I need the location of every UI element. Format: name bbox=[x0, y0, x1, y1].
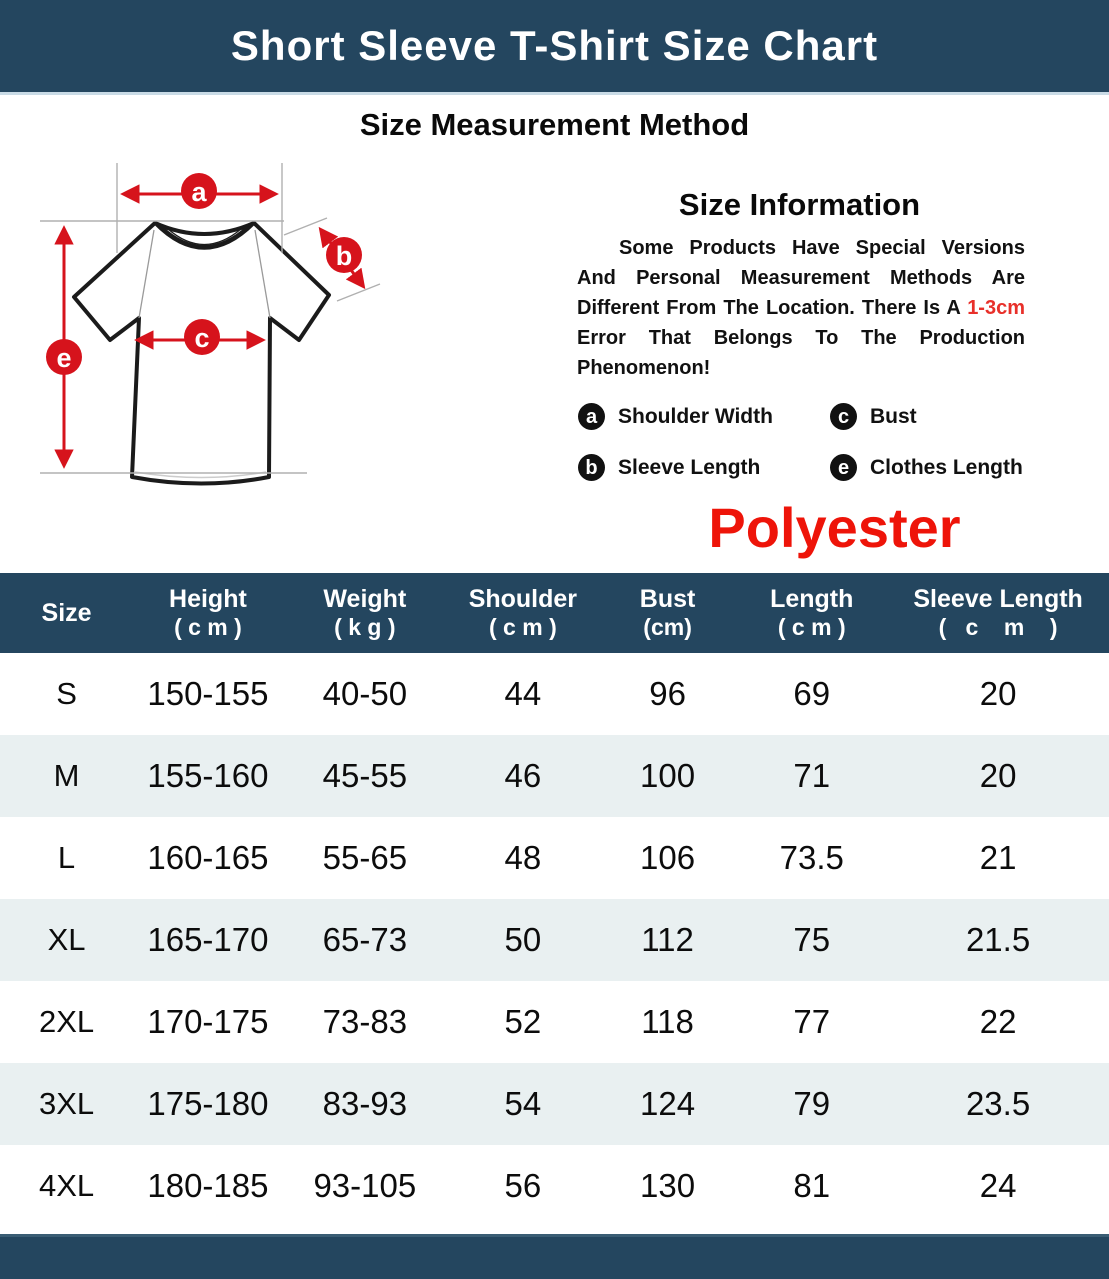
page-title: Short Sleeve T-Shirt Size Chart bbox=[230, 22, 879, 69]
cell-bust: 124 bbox=[640, 1085, 696, 1122]
col-header-sleeve-length: Sleeve Length ( c m ) bbox=[913, 584, 1083, 640]
legend-label: Shoulder Width bbox=[618, 404, 773, 428]
cell-sleeve: 20 bbox=[979, 675, 1017, 712]
legend-item-clothes-length bbox=[830, 454, 1109, 481]
info-text-before: Some Products Have Special Versions And Personal Measurement Methods Are Different From The Location. There Is A bbox=[577, 237, 1025, 319]
legend-item-bust bbox=[830, 403, 1109, 430]
cell-length: 77 bbox=[793, 1003, 831, 1040]
cell-length: 81 bbox=[793, 1167, 831, 1204]
marker-e-letter: e bbox=[56, 343, 72, 373]
cell-shoulder: 48 bbox=[504, 839, 542, 876]
info-text-highlight: 1-3cm bbox=[967, 297, 1025, 319]
title-bar bbox=[0, 0, 1109, 95]
cell-height: 180-185 bbox=[147, 1167, 269, 1204]
col-header-shoulder: Shoulder ( c m ) bbox=[468, 584, 578, 640]
tshirt-diagram-svg bbox=[22, 135, 492, 555]
cell-sleeve: 21.5 bbox=[965, 921, 1031, 958]
footer-bar bbox=[0, 1234, 1109, 1279]
size-information-text bbox=[577, 233, 1025, 383]
cell-sleeve: 24 bbox=[979, 1167, 1017, 1204]
col-header-height: Height ( c m ) bbox=[169, 584, 247, 640]
cell-bust: 130 bbox=[640, 1167, 696, 1204]
cell-height: 155-160 bbox=[147, 757, 269, 794]
legend-e-icon: e bbox=[830, 454, 857, 481]
table-row bbox=[0, 817, 1109, 899]
cell-size: S bbox=[56, 676, 77, 711]
measurement-legend bbox=[578, 403, 1109, 481]
table-row bbox=[0, 1063, 1109, 1145]
table-row bbox=[0, 735, 1109, 817]
cell-shoulder: 54 bbox=[504, 1085, 542, 1122]
size-information-section bbox=[490, 143, 1109, 573]
cell-bust: 100 bbox=[640, 757, 696, 794]
cell-size: XL bbox=[47, 922, 86, 957]
cell-size: 2XL bbox=[38, 1004, 95, 1039]
legend-c-icon: c bbox=[830, 403, 857, 430]
legend-item-sleeve-length bbox=[578, 454, 830, 481]
cell-weight: 55-65 bbox=[322, 839, 408, 876]
cell-length: 75 bbox=[793, 921, 831, 958]
cell-shoulder: 44 bbox=[504, 675, 542, 712]
cell-weight: 93-105 bbox=[313, 1167, 417, 1204]
cell-size: 3XL bbox=[38, 1086, 95, 1121]
legend-item-shoulder-width bbox=[578, 403, 830, 430]
cell-weight: 45-55 bbox=[322, 757, 408, 794]
cell-weight: 65-73 bbox=[322, 921, 408, 958]
cell-size: L bbox=[57, 840, 76, 875]
col-header-weight: Weight ( k g ) bbox=[323, 584, 407, 640]
table-row bbox=[0, 653, 1109, 735]
marker-b-letter: b bbox=[335, 241, 353, 271]
size-table bbox=[0, 573, 1109, 1227]
cell-height: 150-155 bbox=[147, 675, 269, 712]
cell-shoulder: 46 bbox=[504, 757, 542, 794]
cell-weight: 40-50 bbox=[322, 675, 408, 712]
cell-sleeve: 21 bbox=[979, 839, 1017, 876]
info-text-after: Error That Belongs To The Production Phenomenon! bbox=[577, 327, 1025, 379]
col-header-size: Size bbox=[41, 598, 92, 627]
cell-sleeve: 23.5 bbox=[965, 1085, 1031, 1122]
table-row bbox=[0, 981, 1109, 1063]
cell-size: 4XL bbox=[38, 1168, 95, 1203]
method-heading: Size Measurement Method bbox=[359, 107, 750, 142]
cell-height: 165-170 bbox=[147, 921, 269, 958]
cell-length: 69 bbox=[793, 675, 831, 712]
cell-bust: 96 bbox=[649, 675, 686, 712]
legend-a-icon: a bbox=[578, 403, 605, 430]
cell-length: 71 bbox=[793, 757, 831, 794]
cell-height: 175-180 bbox=[147, 1085, 269, 1122]
cell-size: M bbox=[53, 758, 80, 793]
legend-label: Sleeve Length bbox=[618, 455, 761, 479]
size-information-heading: Size Information bbox=[678, 187, 921, 222]
col-header-length: Length ( c m ) bbox=[770, 584, 854, 640]
cell-shoulder: 52 bbox=[504, 1003, 542, 1040]
cell-weight: 73-83 bbox=[322, 1003, 408, 1040]
legend-label: Bust bbox=[870, 404, 917, 428]
material-label: Polyester bbox=[708, 496, 961, 559]
cell-height: 170-175 bbox=[147, 1003, 269, 1040]
marker-a-letter: a bbox=[191, 177, 207, 207]
cell-weight: 83-93 bbox=[322, 1085, 408, 1122]
legend-b-icon: b bbox=[578, 454, 605, 481]
marker-c-letter: c bbox=[194, 323, 210, 353]
table-row bbox=[0, 1145, 1109, 1227]
table-row bbox=[0, 899, 1109, 981]
cell-sleeve: 22 bbox=[979, 1003, 1017, 1040]
cell-length: 73.5 bbox=[779, 839, 844, 876]
cell-bust: 106 bbox=[640, 839, 696, 876]
cell-shoulder: 56 bbox=[504, 1167, 542, 1204]
content-row bbox=[0, 143, 1109, 573]
cell-shoulder: 50 bbox=[504, 921, 542, 958]
legend-label: Clothes Length bbox=[870, 455, 1023, 479]
cell-bust: 118 bbox=[641, 1003, 694, 1040]
cell-length: 79 bbox=[793, 1085, 831, 1122]
table-header-row bbox=[0, 573, 1109, 653]
cell-bust: 112 bbox=[641, 921, 694, 958]
cell-sleeve: 20 bbox=[979, 757, 1017, 794]
cell-height: 160-165 bbox=[147, 839, 269, 876]
tshirt-measurement-diagram bbox=[0, 143, 490, 573]
col-header-bust: Bust (cm) bbox=[639, 584, 696, 640]
